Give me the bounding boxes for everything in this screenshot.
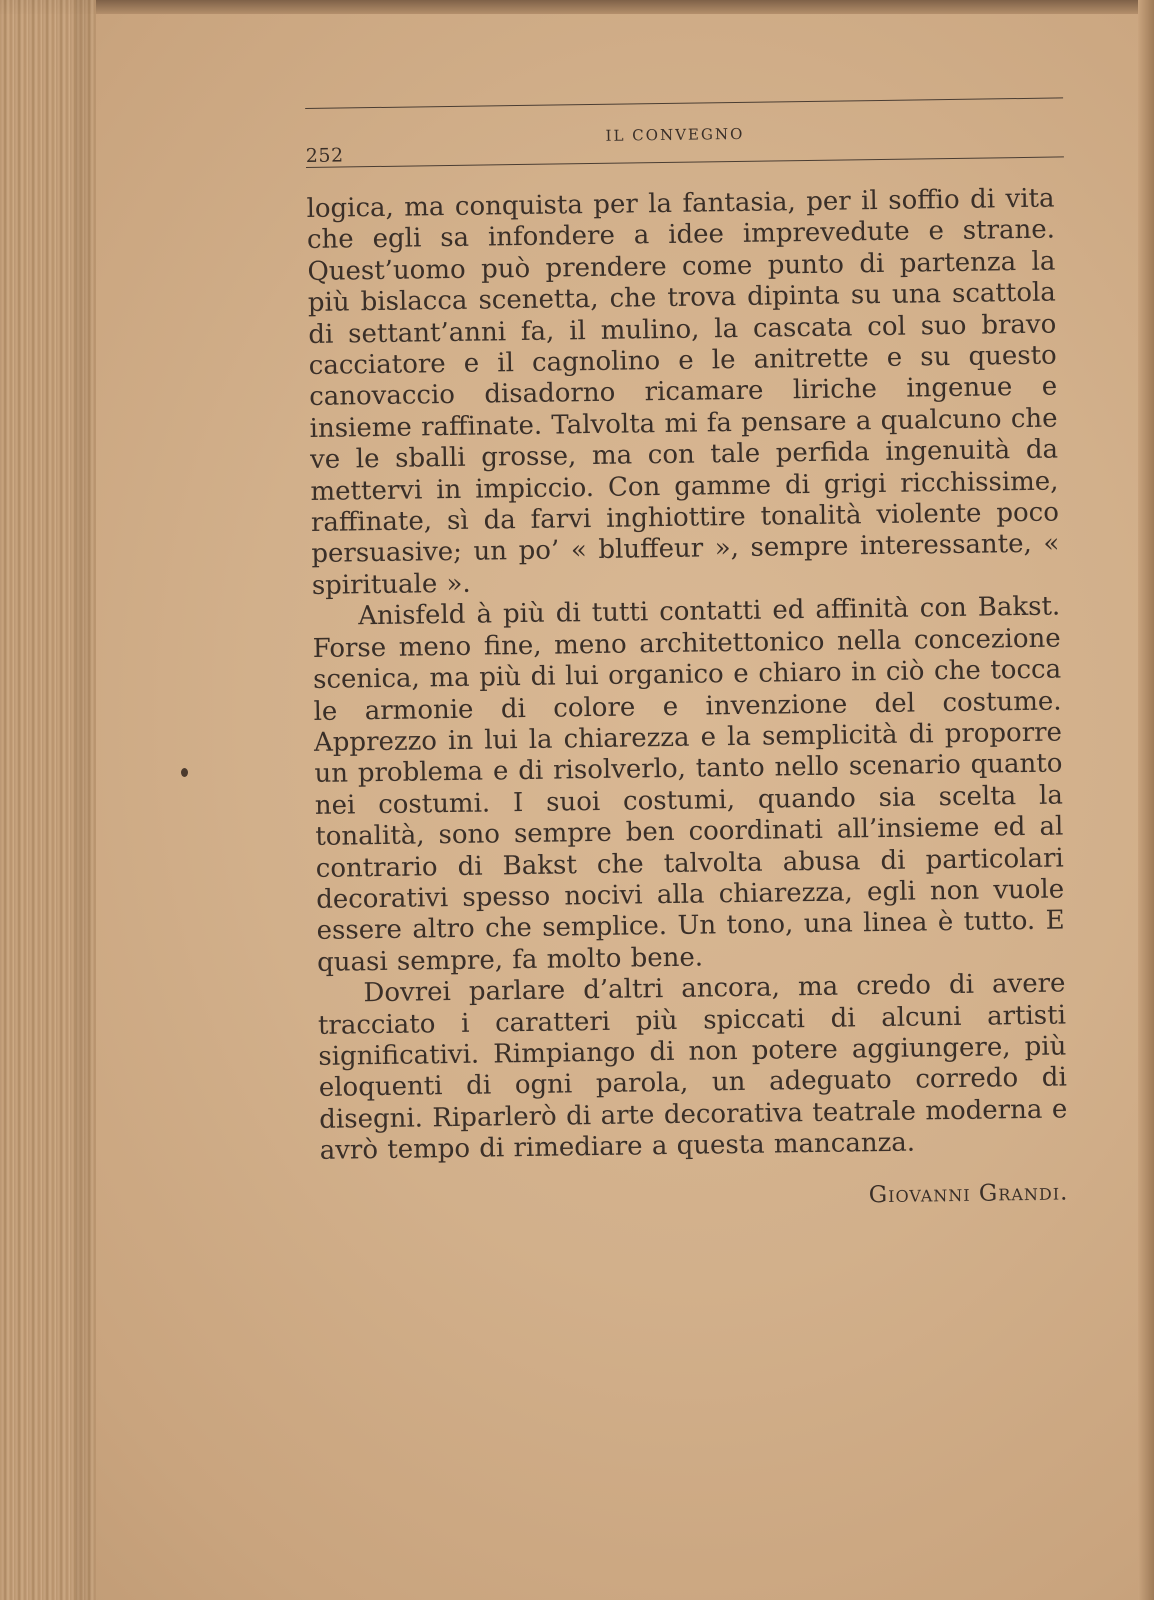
page-number: 252 (305, 144, 344, 167)
author-signature: Giovanni Grandi. (868, 1179, 1069, 1208)
header-rule-bottom (306, 156, 1064, 168)
paragraph-1: logica, ma conquista per la fantasia, per il soffio di vita che egli sa infondere a idee imprevedute e strane. Quest’uomo può prendere come punto di partenza la più bislacca scenetta, che trova dipinta su una scattola di settant’anni fa, il mulino, la cascata col suo bravo cacciatore e il cagnolino e le anitrette e su questo canovaccio disadorno ricamare liriche ingenue e insieme raffinate. Talvolta mi fa pensare a qualcuno che ve le sballi grosse, ma con tale perfida ingenuità da mettervi in impiccio. Con gamme di grigi ricchissime, raffinate, sì da farvi inghiottire tonalità violente poco persuasive; un po’ « bluffeur », sempre interessante, « spirituale ». (306, 183, 1060, 601)
book-top-edge (0, 0, 1154, 14)
book-right-edge (1138, 0, 1154, 1600)
paragraph-3: Dovrei parlare d’altri ancora, ma credo di avere tracciato i caratteri più spiccati di alcuni artisti significativi. Rimpiango di non potere aggiungere, più eloquenti di ogni parola, un adeguato corredo di disegni. Riparlerò di arte decorativa teatrale moderna e avrò tempo di rimediare a questa mancanza. (317, 968, 1068, 1167)
paragraph-2: Anisfeld à più di tutti contatti ed affinità con Bakst. Forse meno fine, meno architettonico nella concezione scenica, ma più di lui organico e chiaro in ciò che tocca le armonie di colore e invenzione del costume. Apprezzo in lui la chiarezza e la semplicità di proporre un problema e di risolverlo, tanto nello scenario quanto nei costumi. I suoi costumi, quando sia scelta la tonalità, sono sempre ben coordinati all’insieme ed al contrario di Bakst che talvolta abusa di particolari decorativi spesso nocivi alla chiarezza, egli non vuole essere altro che semplice. Un tono, una linea è tutto. E quasi sempre, fa molto bene. (312, 591, 1065, 978)
running-head: IL CONVEGNO (605, 124, 745, 145)
book-page-edges (0, 0, 96, 1600)
paper-speck (181, 768, 188, 777)
page-content (305, 85, 1089, 1215)
body-text (306, 184, 1068, 1168)
